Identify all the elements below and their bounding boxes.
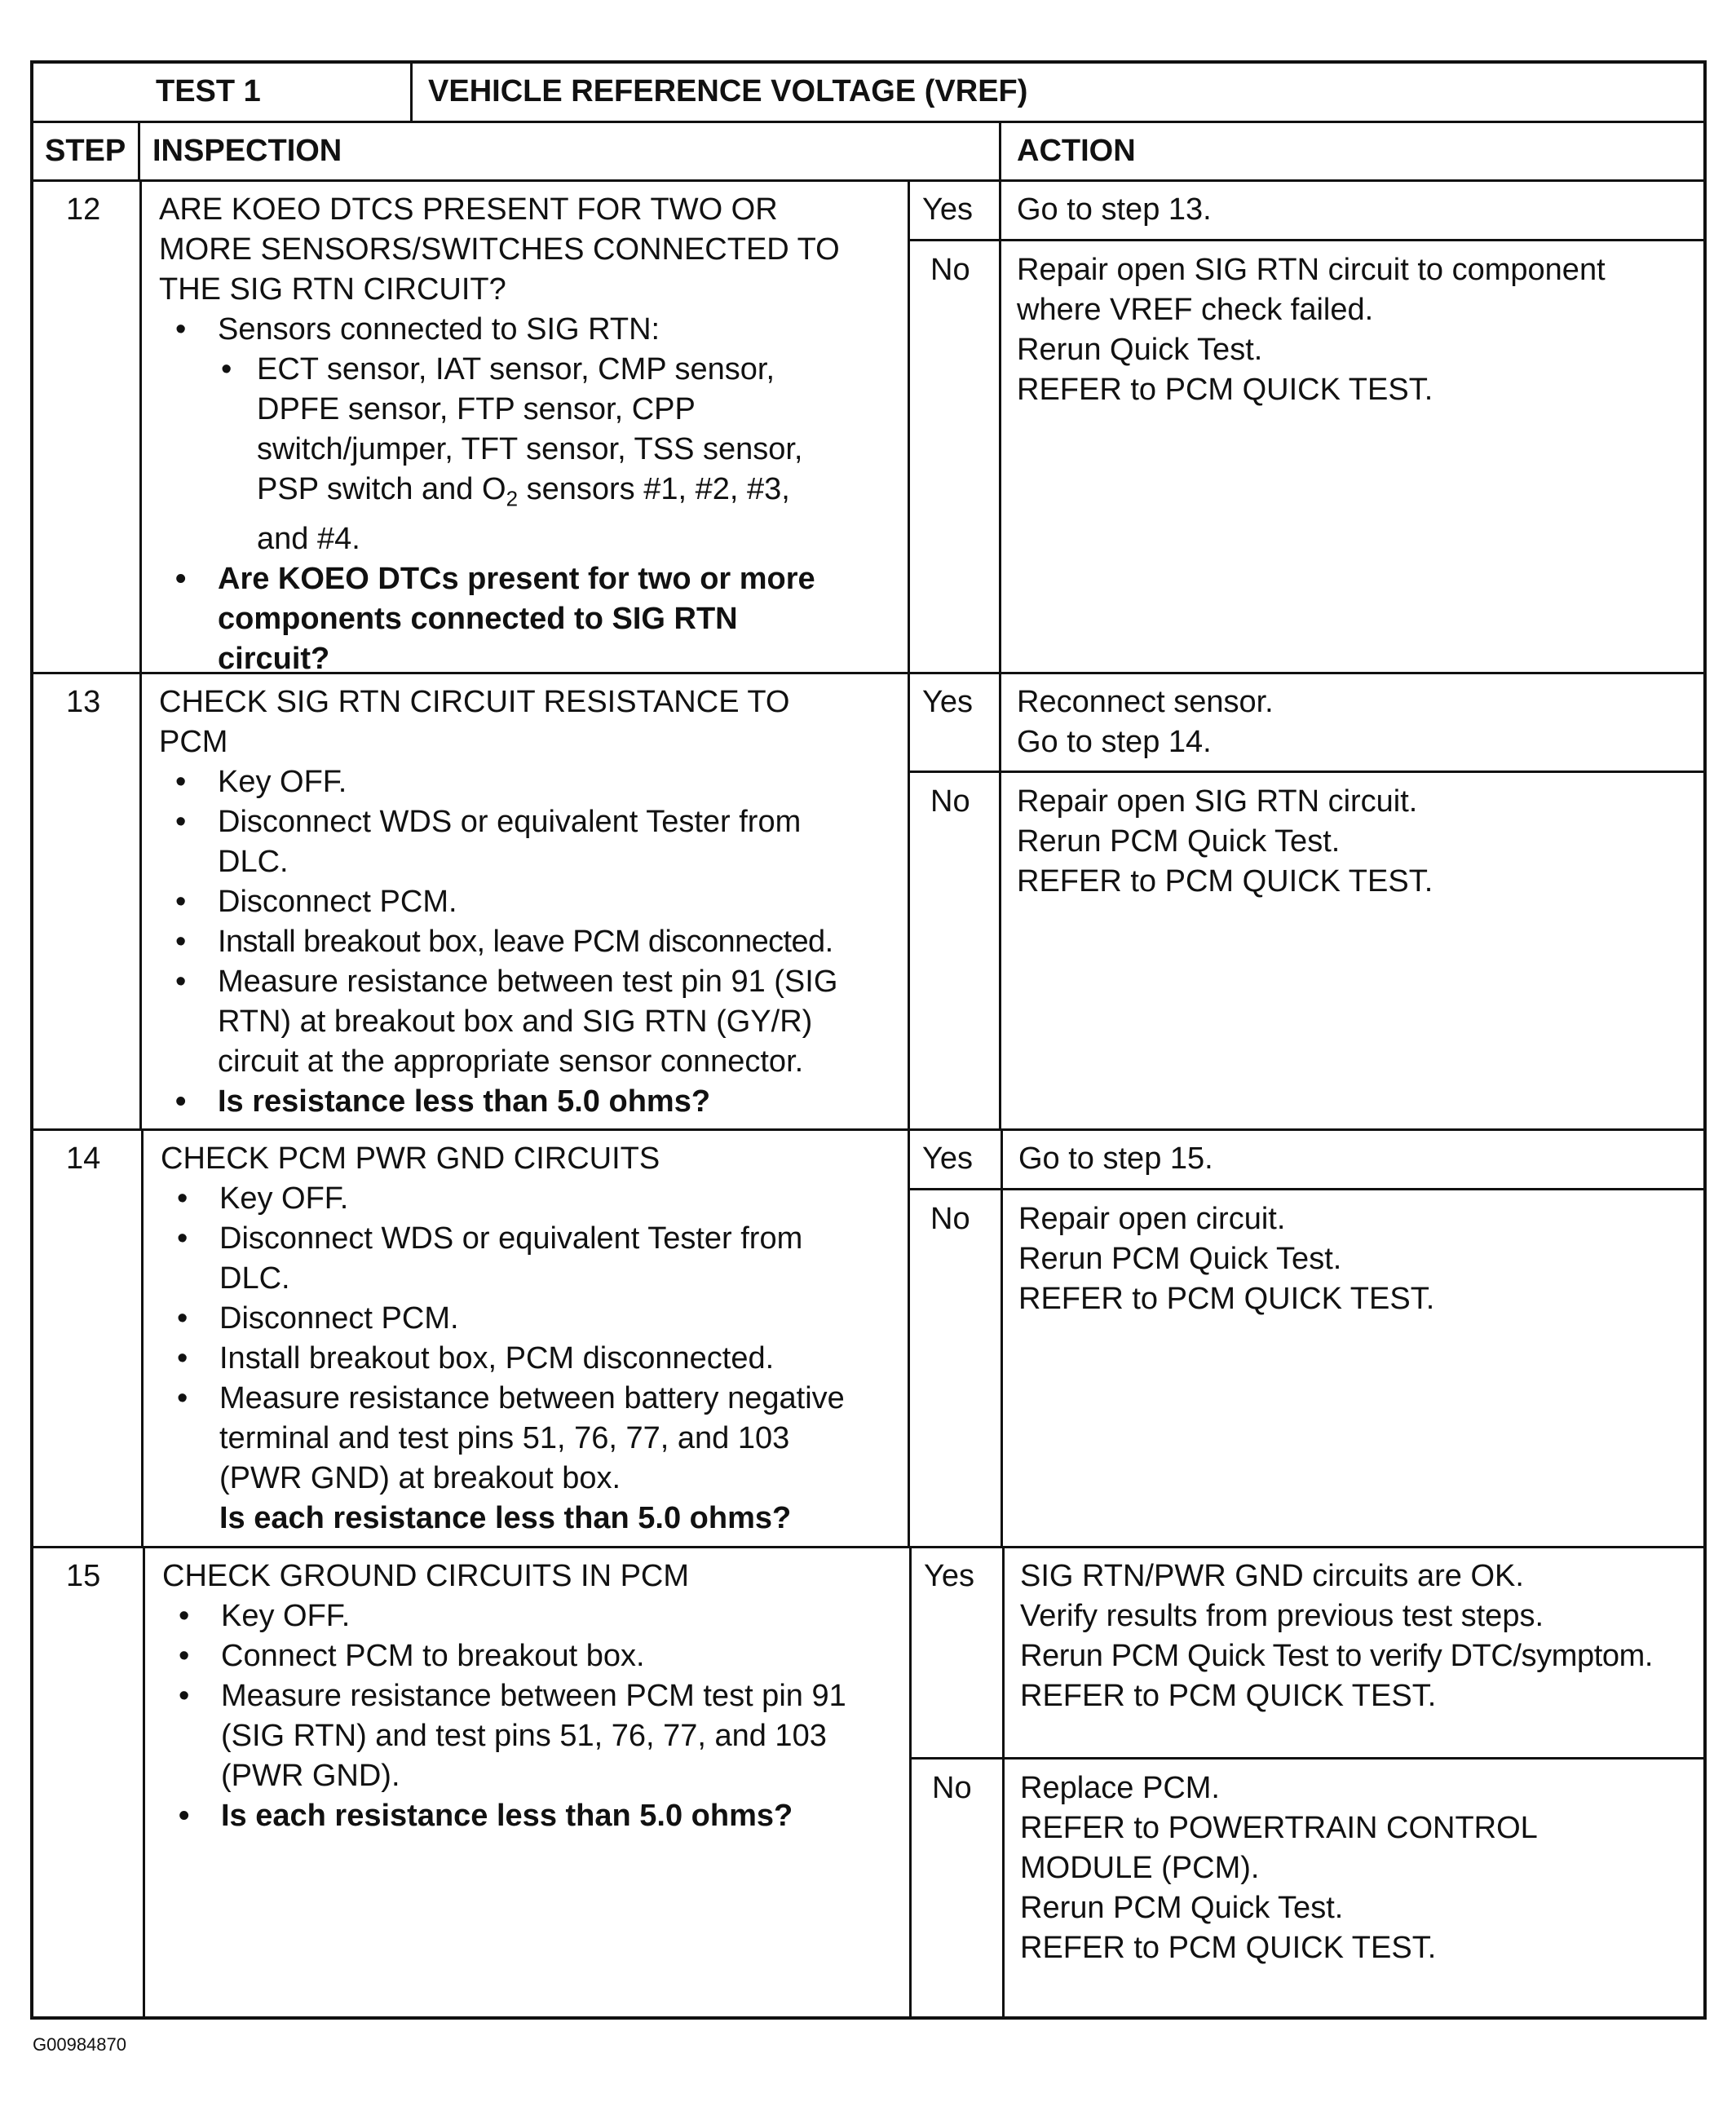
- question-item: • Is resistance less than 5.0 ohms?: [159, 1082, 901, 1122]
- no-action: Repair open SIG RTN circuit to component where VREF check failed. Rerun Quick Test. REFER to PCM QUICK TEST.: [1017, 253, 1606, 407]
- subscript: 2: [506, 486, 519, 511]
- bullet-item: • Measure resistance between battery negative terminal and test pins 51, 76, 77, and 103 (PWR GND) at breakout box.: [161, 1379, 903, 1499]
- no-label: No: [932, 1771, 972, 1805]
- figure-id: G00984870: [33, 2034, 126, 2055]
- step-row-12: [33, 179, 1703, 676]
- no-action: Replace PCM. REFER to POWERTRAIN CONTROL MODULE (PCM). Rerun PCM Quick Test. REFER to PCM QUICK TEST.: [1020, 1771, 1538, 1965]
- yes-label: Yes: [922, 192, 973, 227]
- yes-action: Go to step 15.: [1018, 1141, 1213, 1176]
- bullet-item: • Disconnect PCM.: [159, 882, 901, 922]
- title-row: [33, 64, 1703, 121]
- bullet-item: • Sensors connected to SIG RTN: • ECT sensor, IAT sensor, CMP sensor, DPFE sensor, FTP sensor, CPP switch/jumper, TFT sensor, TSS sensor, PSP switch and $O_2$ sensors #1, #2, #3, and #4.: [159, 310, 901, 559]
- yes-action: Go to step 13.: [1017, 192, 1212, 227]
- yes-action: SIG RTN/PWR GND circuits are OK. Verify results from previous test steps. Rerun PCM Quick Test to verify DTC/symptom. REFER to PCM QUICK TEST.: [1020, 1559, 1654, 1713]
- sub-bullet-item: • ECT sensor, IAT sensor, CMP sensor, DPFE sensor, FTP sensor, CPP switch/jumper, TFT sensor, TSS sensor, PSP switch and $O_2$ sensors #1, #2, #3, and #4.: [218, 350, 901, 559]
- step-number: 12: [66, 192, 101, 227]
- bullet-item: • Measure resistance between PCM test pin 91 (SIG RTN) and test pins 51, 76, 77, and 103 (PWR GND).: [162, 1676, 904, 1796]
- question-item: • Is each resistance less than 5.0 ohms?: [162, 1796, 904, 1836]
- inspection-heading: THE SIG RTN CIRCUIT?: [159, 272, 506, 307]
- test-label: TEST 1: [156, 74, 261, 108]
- step-row-15: [33, 1546, 1703, 2016]
- inspection-heading: PCM: [159, 725, 228, 759]
- bullet-item: • Disconnect WDS or equivalent Tester from DLC.: [161, 1219, 903, 1299]
- step-row-13: [33, 672, 1703, 1128]
- bullet-item: • Key OFF.: [159, 762, 901, 802]
- bullet-item: • Disconnect PCM.: [161, 1299, 903, 1339]
- bullet-item: • Connect PCM to breakout box.: [162, 1636, 904, 1676]
- col-step-header: STEP: [45, 134, 126, 168]
- inspection-heading: MORE SENSORS/SWITCHES CONNECTED TO: [159, 232, 840, 267]
- bullet-item: • Key OFF.: [161, 1179, 903, 1219]
- bullet-item: • Key OFF.: [162, 1596, 904, 1636]
- inspection-heading: CHECK PCM PWR GND CIRCUITS: [161, 1141, 660, 1176]
- no-label: No: [930, 253, 970, 287]
- question-item: • Are KOEO DTCs present for two or more components connected to SIG RTN circuit?: [159, 559, 901, 679]
- inspection-heading: CHECK GROUND CIRCUITS IN PCM: [162, 1559, 690, 1593]
- yes-label: Yes: [922, 685, 973, 719]
- yes-label: Yes: [922, 1141, 973, 1176]
- bullet-item: • Measure resistance between test pin 91 (SIG RTN) at breakout box and SIG RTN (GY/R) circuit at the appropriate sensor connector.: [159, 962, 901, 1082]
- inspection-cell: [159, 190, 901, 679]
- inspection-cell: [161, 1139, 903, 1539]
- step-row-14: [33, 1128, 1703, 1546]
- inspection-heading: CHECK SIG RTN CIRCUIT RESISTANCE TO: [159, 685, 790, 719]
- col-inspection-header: INSPECTION: [152, 134, 342, 168]
- no-action: Repair open SIG RTN circuit. Rerun PCM Quick Test. REFER to PCM QUICK TEST.: [1017, 784, 1433, 899]
- step-number: 15: [66, 1559, 101, 1593]
- col-action-header: ACTION: [1017, 134, 1136, 168]
- inspection-cell: [162, 1556, 904, 1836]
- no-label: No: [930, 784, 970, 819]
- bullet-item: • Install breakout box, PCM disconnected.: [161, 1339, 903, 1379]
- step-number: 14: [66, 1141, 101, 1176]
- no-label: No: [930, 1202, 970, 1236]
- bullet-item: • Disconnect WDS or equivalent Tester from DLC.: [159, 802, 901, 882]
- inspection-heading: ARE KOEO DTCS PRESENT FOR TWO OR: [159, 192, 778, 227]
- yes-action: Reconnect sensor. Go to step 14.: [1017, 685, 1274, 759]
- column-header-row: [33, 121, 1703, 179]
- question-text: Is each resistance less than 5.0 ohms?: [219, 1501, 792, 1535]
- inspection-cell: [159, 682, 901, 1122]
- bullet-item: • Install breakout box, leave PCM disconnected.: [159, 922, 901, 962]
- no-action: Repair open circuit. Rerun PCM Quick Test. REFER to PCM QUICK TEST.: [1018, 1202, 1435, 1316]
- yes-label: Yes: [924, 1559, 974, 1593]
- inspection-table: [30, 60, 1707, 2020]
- step-number: 13: [66, 685, 101, 719]
- test-title: VEHICLE REFERENCE VOLTAGE (VREF): [428, 74, 1028, 108]
